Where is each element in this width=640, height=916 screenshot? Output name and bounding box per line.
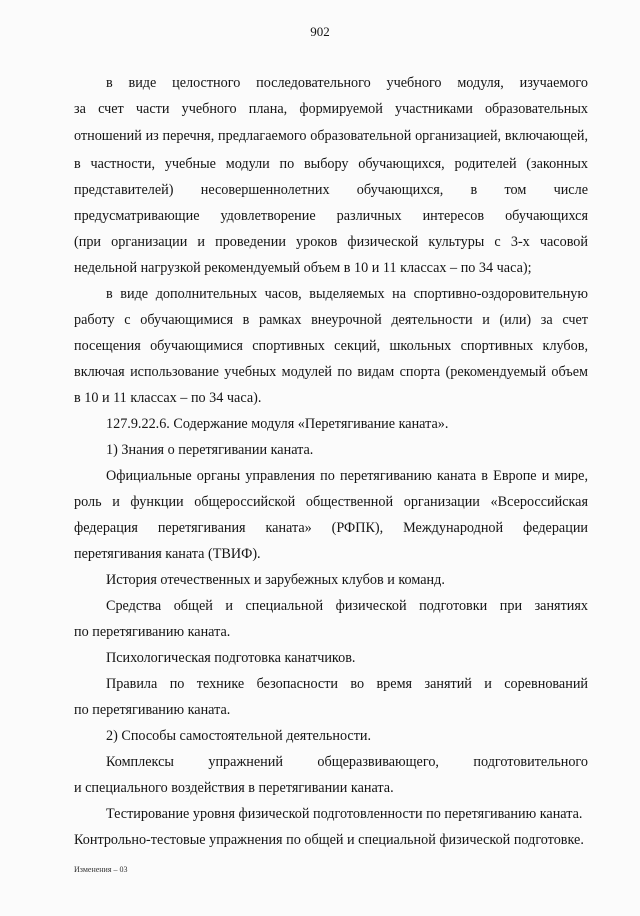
section-heading: 127.9.22.6. Содержание модуля «Перетягивание каната». <box>106 416 449 432</box>
subsection-heading: 1) Знания о перетягивании каната. <box>106 442 314 458</box>
text-line: в виде целостного последовательного учебного модуля, изучаемого <box>106 75 588 91</box>
text-line: в виде дополнительных часов, выделяемых на спортивно-оздоровительную <box>106 286 588 302</box>
text-line: отношений из перечня, предлагаемого образовательной организацией, включающей, <box>74 128 588 144</box>
text-line: Комплексы упражнений общеразвивающего, подготовительного <box>106 754 588 770</box>
text-line: федерация перетягивания каната» (РФПК), Международной федерации <box>74 520 588 536</box>
text-line: в 10 и 11 классах – по 34 часа). <box>74 390 262 406</box>
text-line: и специального воздействия в перетягивании каната. <box>74 780 394 796</box>
text-line: за счет части учебного плана, формируемой участниками образовательных <box>74 101 588 117</box>
text-line: по перетягиванию каната. <box>74 624 231 640</box>
text-line: Психологическая подготовка канатчиков. <box>106 650 356 666</box>
text-line: Официальные органы управления по перетягиванию каната в Европе и мире, <box>106 468 588 484</box>
text-line: роль и функции общероссийской общественной организации «Всероссийская <box>74 494 588 510</box>
text-line: предусматривающие удовлетворение различных интересов обучающихся <box>74 208 588 224</box>
text-line: Средства общей и специальной физической подготовки при занятиях <box>106 598 588 614</box>
text-line: Контрольно-тестовые упражнения по общей и специальной физической подготовке. <box>74 832 584 848</box>
text-line: недельной нагрузкой рекомендуемый объем в 10 и 11 классах – по 34 часа); <box>74 260 532 276</box>
text-line: (при организации и проведении уроков физической культуры с 3-х часовой <box>74 234 588 250</box>
subsection-heading: 2) Способы самостоятельной деятельности. <box>106 728 372 744</box>
text-line: по перетягиванию каната. <box>74 702 231 718</box>
text-line: перетягивания каната (ТВИФ). <box>74 546 261 562</box>
text-line: представителей) несовершеннолетних обучающихся, в том числе <box>74 182 588 198</box>
text-line: посещения обучающимися спортивных секций, школьных спортивных клубов, <box>74 338 588 354</box>
footer-revision: Изменения – 03 <box>74 865 128 874</box>
text-line: работу с обучающимися в рамках внеурочной деятельности и (или) за счет <box>74 312 588 328</box>
text-line: включая использование учебных модулей по видам спорта (рекомендуемый объем <box>74 364 588 380</box>
text-line: История отечественных и зарубежных клубов и команд. <box>106 572 445 588</box>
page-number: 902 <box>310 24 330 39</box>
text-line: в частности, учебные модули по выбору обучающихся, родителей (законных <box>74 156 588 172</box>
text-line: Правила по технике безопасности во время занятий и соревнований <box>106 676 588 692</box>
text-line: Тестирование уровня физической подготовленности по перетягиванию каната. <box>106 806 583 822</box>
